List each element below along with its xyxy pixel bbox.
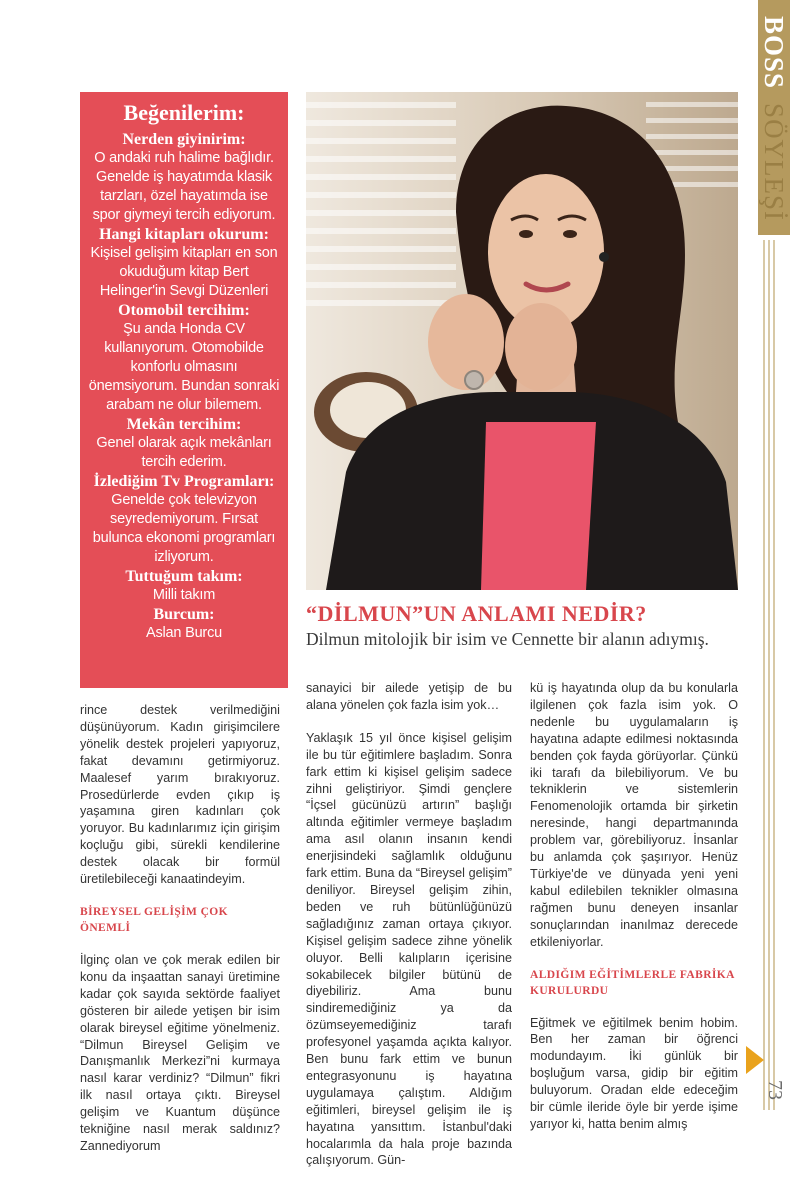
sidebar-question: İzlediğim Tv Programları: <box>93 473 275 490</box>
sidebar-question: Otomobil tercihim: <box>118 302 250 319</box>
sidebar-question: Burcum: <box>153 606 215 623</box>
article-paragraph: Yaklaşık 15 yıl önce kişisel gelişim ile bu tür eğitimlere başladım. Sonra fark ettim ki kişisel gelişim sadece zihni geliştiriyor. Şimdi gençlere “İçsel gücünüzü artırın” başlığı altında eğitimler vermeye başladım ama asıl olanın insanın kendi enerjisindeki sağlamlık olduğunu fark ettim. Buna da “Bireysel gelişim” deniliyor. Bireysel gelişim zihin, beden ve ruh bütünlüğünüzü sağladığınız zaman ortaya çıkıyor. Kişisel gelişim sadece zihne yönelik oluyor. Belli kalıpların içerisine sokabilecek bilgiler bütünü de diyebiliriz. Ama bunu sindiremediğiniz ya da özümseyemediğiniz tarafı profesyonel yaşamda açıkta kalıyor. Ben bunu fark ettim ve bunun entegrasyonunu iş hayatına uygulamaya çalıştım. Aldığım eğitimleri, bireysel gelişim ile iş hayatına yansıttım. İstanbul'daki hocalarımla da hala proje bazında çalışıyorum. Gün- <box>306 730 512 1168</box>
portrait-photo <box>306 92 738 590</box>
article-paragraph: İlginç olan ve çok merak edilen bir konu da inşaattan sanayi üretimine kadar çok sayıda sektörde faaliyet gösteren bir ailede yetişen bir isim olarak bireysel eğitime yönelmeniz. “Dilmun Bireysel Gelişim ve Danışmanlık Merkezi”ni kurmaya nasıl karar verdiniz? “Dilmun” fikri ilk nasıl ortaya çıktı. Bireysel gelişim ve Kuantum düşünce tekniğine nasıl merak saldınız? Zannediyorum <box>80 952 280 1153</box>
sidebar-answer: Genel olarak açık mekânları tercih ederim. <box>96 435 272 470</box>
headline-title: “DİLMUN”UN ANLAMI NEDİR? <box>306 601 647 626</box>
sidebar-answer: O andaki ruh halime bağlıdır. Genelde iş hayatımda klasik tarzları, özel hayatımda ise spor giymeyi tercih ediyorum. <box>92 150 276 223</box>
page-number <box>758 1078 790 1138</box>
sidebar-question: Mekân tercihim: <box>126 416 242 433</box>
page-arrow-icon <box>746 1046 764 1074</box>
article-column-2 <box>306 680 512 1185</box>
article-headline <box>306 600 746 650</box>
sidebar-answer: Aslan Burcu <box>146 625 222 641</box>
section-tab <box>758 0 790 1140</box>
portrait-illustration <box>306 92 738 590</box>
sidebar-question: Hangi kitapları okurum: <box>99 226 269 243</box>
article-paragraph: kü iş hayatında olup da bu konularla ilgilenen çok fazla isim yok. O nedenle bu uygulamaların iş hayatına adapte edilmesi noktasında benden çok fayda görüyorlar. Çünkü iki tarafı da bilebiliyorum. Ve bu tekniklerin ve sistemlerin Fenomenolojik ortamda bir şirketin neresinde, hangi departmanında problem var, görebiliyoruz. İnsanlar bu anlamda çok şaşırıyor. Henüz Türkiye'de ve dünyada yeni yeni kabul edilebilen teknikler olmasına rağmen bunu deneyen insanlar sonuçlarından inanılmaz derecede etkileniyorlar. <box>530 681 738 949</box>
sidebar-answer: Milli takım <box>152 587 216 603</box>
section-subheading: ALDIĞIM EĞİTİMLERLE FABRİKA KURULURDU <box>530 968 735 997</box>
margin-rule <box>768 240 770 1110</box>
margin-rule <box>763 240 765 1110</box>
sidebar-title: Beğenilerim: <box>123 100 245 125</box>
section-label: SÖYLEŞİ <box>759 103 790 222</box>
article-column-3 <box>530 680 738 1149</box>
article-paragraph: sanayici bir ailede yetişip de bu alana yönelen çok fazla isim yok… <box>306 681 512 712</box>
section-subheading: BİREYSEL GELİŞİM ÇOK ÖNEMLİ <box>80 905 228 934</box>
sidebar-question: Nerden giyinirim: <box>122 131 246 148</box>
sidebar-question: Tuttuğum takım: <box>125 568 243 585</box>
article-paragraph: Eğitmek ve eğitilmek benim hobim. Ben her zaman bir öğrenci modundayım. İki günlük bir boşluğum varsa, gidip bir eğitim buluyorum. Oradan elde edeceğim bir cümle ileride öyle bir yerde işime yarıyor ki, hatta benim almış <box>530 1015 738 1131</box>
sidebar-answer: Genelde çok televizyon seyredemiyorum. Fırsat bulunca ekonomi programları izliyorum. <box>92 492 276 565</box>
margin-rule <box>773 240 775 1110</box>
headline-subtitle: Dilmun mitolojik bir isim ve Cennette bir alanın adıymış. <box>306 629 709 649</box>
sidebar-answer: Kişisel gelişim kitapları en son okuduğum kitap Bert Helinger'in Sevgi Düzenleri <box>90 245 278 299</box>
likes-sidebar <box>80 92 288 688</box>
sidebar-answer: Şu anda Honda CV kullanıyorum. Otomobilde konforlu olmasını önemsiyorum. Bundan sonraki arabam ne olur bilemem. <box>88 321 280 413</box>
page-number-text: 73 <box>764 1080 786 1100</box>
article-column-1 <box>80 702 280 1171</box>
brand-label: BOSS <box>759 16 790 90</box>
section-tab-label <box>758 0 790 235</box>
article-paragraph: rince destek verilmediğini düşünüyorum. Kadın girişimcilere yönelik destek projeleri yapıyoruz, fakat devamını getirmiyoruz. Maalesef yarım bırakıyoruz. Prosedürlerde evden çıkıp iş yaşamına giren kadınları çok yoruyor. Bu kadınlarımız için girişim koçluğu gibi, sürekli kendilerine destek olacak bir formül üretilebileceği kanaatindeyim. <box>80 703 280 887</box>
